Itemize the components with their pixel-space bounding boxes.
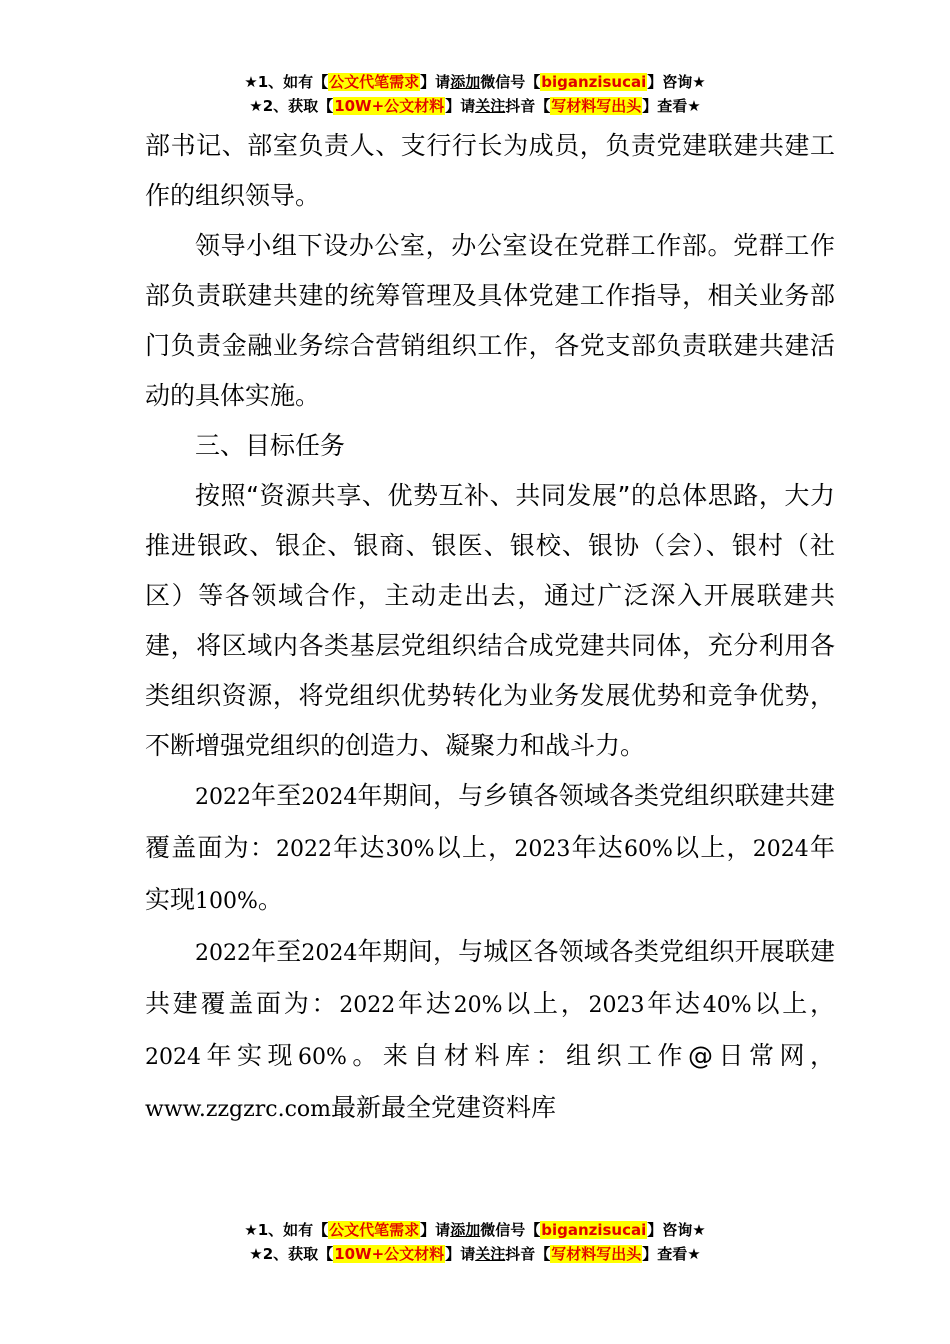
banner-line-2 [0, 1242, 950, 1266]
highlight-douyin-account: 写材料写出头 [551, 1245, 642, 1263]
banner-text: 】请 [445, 97, 476, 115]
banner-text: ★2、获取【 [249, 97, 334, 115]
highlight-materials: 10W+公文材料 [334, 97, 445, 115]
banner-emphasis: 关注 [475, 1245, 506, 1263]
document-body [145, 121, 835, 1135]
year-value: 2022 [276, 837, 333, 862]
banner-line-1 [0, 1218, 950, 1242]
percent-value: 60% [298, 1045, 347, 1070]
banner-line-2 [0, 94, 950, 118]
banner-text: 】查看★ [642, 1245, 701, 1263]
year-value: 2022 [339, 993, 396, 1018]
year-value: 2024 [301, 785, 358, 810]
banner-text: 微信号【 [480, 1221, 541, 1239]
highlight-wechat-id: biganzisucai [541, 73, 647, 91]
footer-banner [0, 1218, 950, 1266]
percent-value: 20% [453, 993, 503, 1018]
year-value: 2022 [195, 941, 251, 966]
highlight-materials: 10W+公文材料 [334, 1245, 445, 1263]
text-run: 以上， [751, 989, 835, 1018]
banner-line-1 [0, 70, 950, 94]
year-value: 2023 [514, 837, 571, 862]
percent-value: 100% [195, 889, 258, 914]
percent-value: 40% [702, 993, 752, 1018]
banner-emphasis: 关注 [475, 97, 506, 115]
text-run: 年达 [570, 833, 625, 862]
text-run: 。 [257, 885, 283, 914]
banner-text: 】请 [420, 1221, 451, 1239]
banner-text: 微信号【 [480, 73, 541, 91]
text-run: 年达 [332, 833, 386, 862]
banner-text: ★2、获取【 [249, 1245, 334, 1263]
highlight-douyin-account: 写材料写出头 [551, 97, 642, 115]
text-run: 年期间，与乡镇各领域各类党组织联建共建覆盖面为： [145, 781, 835, 862]
banner-text: 】请 [445, 1245, 476, 1263]
year-value: 2022 [195, 785, 251, 810]
year-value: 2024 [301, 941, 358, 966]
year-value: 2023 [588, 993, 645, 1018]
percent-value: 30% [385, 837, 435, 862]
text-run: 年期间，与城区各领域各类党组织开展联建共建覆盖面为： [145, 937, 835, 1018]
text-run: 以上， [672, 833, 753, 862]
highlight-service: 公文代笔需求 [329, 1221, 420, 1239]
banner-text: 抖音【 [505, 97, 551, 115]
paragraph-office: 领导小组下设办公室，办公室设在党群工作部。党群工作部负责联建共建的统筹管理及具体党建工作指导，相关业务部门负责金融业务综合营销组织工作，各党支部负责联建共建活动的具体实施。 [145, 231, 835, 410]
text-run: 年至 [251, 781, 302, 810]
banner-text: ★1、如有【 [244, 1221, 329, 1239]
paragraph-approach: 按照“资源共享、优势互补、共同发展”的总体思路，大力推进银政、银企、银商、银医、银校、银协（会）、银村（社区）等各领域合作，主动走出去，通过广泛深入开展联建共建，将区域内各类基层党组织结合成党建共同体，充分利用各类组织资源，将党组织优势转化为业务发展优势和竞争优势，不断增强党组织的创造力、凝聚力和战斗力。 [145, 481, 835, 760]
text-run: 。来自材料库：组织工作@日常网， [346, 1041, 835, 1070]
text-run: 年实现 [145, 833, 835, 914]
banner-emphasis: 添加 [450, 1221, 481, 1239]
header-banner [0, 70, 950, 118]
paragraph-township-coverage [145, 771, 835, 927]
banner-text: 】查看★ [642, 97, 701, 115]
text-run: 年达 [395, 989, 454, 1018]
text-run: 以上， [434, 833, 515, 862]
text-run: 以上， [502, 989, 589, 1018]
banner-text: 】咨询★ [647, 1221, 706, 1239]
banner-emphasis: 添加 [450, 73, 481, 91]
section-heading-goals: 三、目标任务 [195, 431, 346, 460]
year-value: 2024 [752, 837, 809, 862]
highlight-service: 公文代笔需求 [329, 73, 420, 91]
paragraph-urban-coverage [145, 927, 835, 1135]
website-url: www.zzgzrc.com [145, 1097, 331, 1122]
banner-text: 】请 [420, 73, 451, 91]
banner-text: 抖音【 [505, 1245, 551, 1263]
percent-value: 60% [624, 837, 673, 862]
year-value: 2024 [145, 1045, 201, 1070]
text-run: 年至 [251, 937, 302, 966]
banner-text: 】咨询★ [647, 73, 706, 91]
text-run: 年实现 [201, 1041, 299, 1070]
text-run: 最新最全党建资料库 [331, 1093, 557, 1122]
banner-text: ★1、如有【 [244, 73, 329, 91]
highlight-wechat-id: biganzisucai [541, 1221, 647, 1239]
paragraph-leadership-members: 部书记、部室负责人、支行行长为成员，负责党建联建共建工作的组织领导。 [145, 131, 835, 210]
text-run: 年达 [644, 989, 703, 1018]
